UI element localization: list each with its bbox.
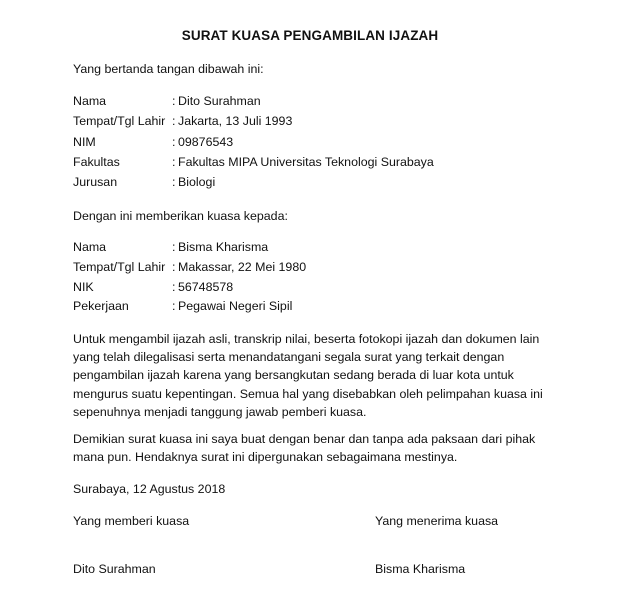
- field-label: Nama: [73, 240, 107, 254]
- intro-text: Yang bertanda tangan dibawah ini:: [73, 62, 264, 76]
- field-separator: :: [172, 240, 176, 254]
- grantee-details: [73, 238, 306, 317]
- grant-intro-text: Dengan ini memberikan kuasa kepada:: [73, 209, 288, 223]
- field-label: Tempat/Tgl Lahir: [73, 259, 166, 274]
- field-separator: :: [172, 259, 176, 274]
- place-date: Surabaya, 12 Agustus 2018: [73, 482, 226, 496]
- grantor-signature-name: Dito Surahman: [73, 562, 156, 576]
- grantor-details: [73, 91, 434, 192]
- field-separator: :: [172, 279, 176, 294]
- grantor-birth-row: [73, 111, 434, 131]
- grantor-faculty-row: [73, 152, 434, 172]
- field-value: Dito Surahman: [178, 94, 261, 108]
- grantor-name-row: [73, 91, 434, 111]
- field-separator: :: [172, 114, 176, 129]
- grantee-signature-name: Bisma Kharisma: [375, 562, 466, 576]
- field-value: Fakultas MIPA Universitas Teknologi Surabaya: [178, 154, 434, 169]
- field-label: Nama: [73, 94, 107, 108]
- grantee-nik-row: [73, 278, 306, 298]
- field-label: Tempat/Tgl Lahir: [73, 114, 166, 129]
- field-separator: :: [172, 175, 176, 190]
- document-title: SURAT KUASA PENGAMBILAN IJAZAH: [181, 28, 439, 43]
- field-label: Jurusan: [73, 175, 118, 190]
- field-separator: :: [172, 134, 176, 149]
- field-label: NIM: [73, 134, 96, 149]
- field-value: 09876543: [178, 134, 234, 149]
- grantor-signature-role: Yang memberi kuasa: [73, 514, 190, 528]
- grantor-nim-row: [73, 132, 434, 152]
- grantee-signature-role: Yang menerima kuasa: [375, 514, 499, 528]
- field-value: Jakarta, 13 Juli 1993: [178, 114, 293, 129]
- field-value: 56748578: [178, 279, 234, 294]
- field-value: Bisma Kharisma: [178, 240, 269, 254]
- field-label: Pekerjaan: [73, 299, 129, 314]
- body-paragraph-purpose: Untuk mengambil ijazah asli, transkrip nilai, beserta fotokopi ijazah dan dokumen lain yang telah dilegalisasi serta menandatangani segala surat yang terkait dengan pengambilan ijazah karena yang bersangkutan sedang berada di luar kota untuk mengurus suatu kepentingan. Semua hal yang disebabkan oleh pelimpahan kuasa ini sepenuhnya menjadi tanggung jawab pemberi kuasa.: [73, 332, 543, 419]
- field-separator: :: [172, 94, 176, 108]
- grantee-job-row: [73, 297, 306, 317]
- field-value: Biologi: [178, 175, 216, 190]
- field-separator: :: [172, 154, 176, 169]
- grantee-birth-row: [73, 258, 306, 278]
- field-separator: :: [172, 299, 176, 314]
- grantor-major-row: [73, 172, 434, 192]
- field-label: NIK: [73, 279, 94, 294]
- field-label: Fakultas: [73, 154, 120, 169]
- field-value: Pegawai Negeri Sipil: [178, 299, 293, 314]
- body-paragraph-closing: Demikian surat kuasa ini saya buat dengan benar dan tanpa ada paksaan dari pihak mana pun. Hendaknya surat ini dipergunakan sebagaimana mestinya.: [73, 432, 536, 465]
- grantee-name-row: [73, 238, 306, 258]
- field-value: Makassar, 22 Mei 1980: [178, 259, 307, 274]
